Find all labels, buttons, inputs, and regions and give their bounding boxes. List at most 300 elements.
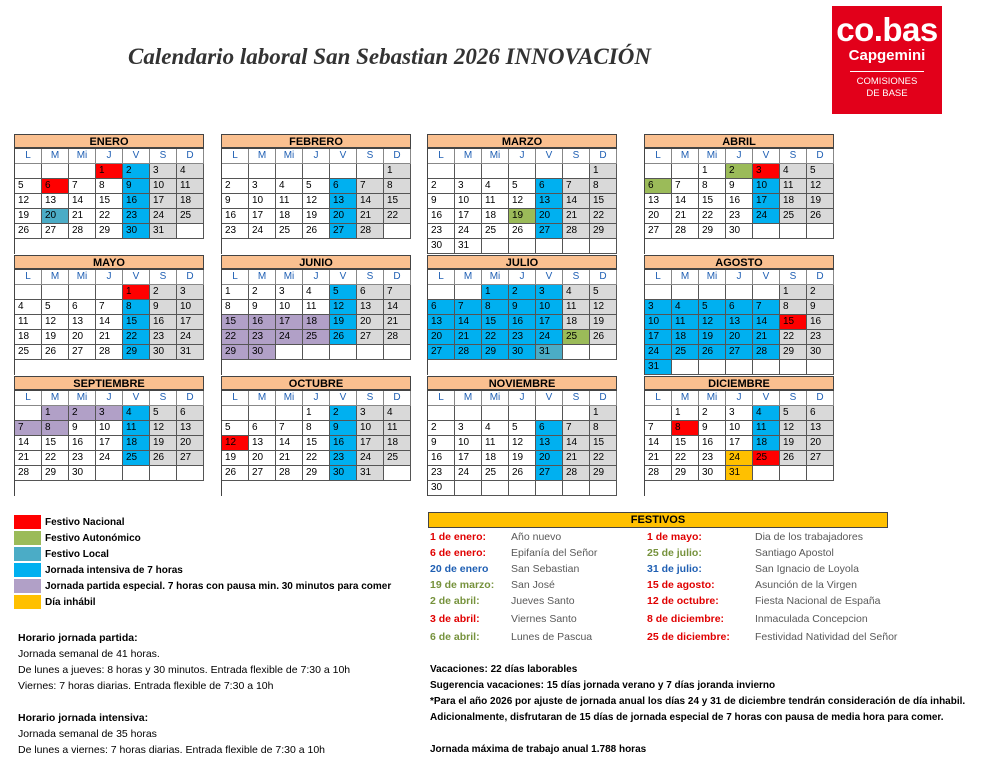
empty-cell xyxy=(672,164,699,179)
empty-cell xyxy=(42,481,69,496)
day-cell: 12 xyxy=(699,315,726,330)
day-cell: 26 xyxy=(330,330,357,345)
day-cell: 22 xyxy=(482,330,509,345)
empty-cell xyxy=(276,360,303,375)
legend-label: Jornada partida especial. 7 horas con pausa min. 30 minutos para comer xyxy=(45,580,392,592)
partida-line: De lunes a jueves: 8 horas y 30 minutos. Entrada flexible de 7:30 a 10h xyxy=(18,664,351,676)
day-cell: 26 xyxy=(699,345,726,360)
day-cell: 23 xyxy=(428,224,455,239)
day-cell: 30 xyxy=(807,345,834,360)
day-cell: 20 xyxy=(69,330,96,345)
empty-cell xyxy=(96,239,123,254)
day-cell: 6 xyxy=(536,421,563,436)
day-cell: 19 xyxy=(15,209,42,224)
month-marzo xyxy=(427,134,617,254)
day-cell: 16 xyxy=(726,194,753,209)
day-cell: 27 xyxy=(357,330,384,345)
empty-cell xyxy=(42,360,69,375)
day-cell: 2 xyxy=(807,285,834,300)
day-cell: 7 xyxy=(672,179,699,194)
day-cell: 31 xyxy=(455,239,482,254)
empty-cell xyxy=(590,360,617,375)
month-title: AGOSTO xyxy=(644,255,834,269)
day-cell: 20 xyxy=(42,209,69,224)
weekday-header: S xyxy=(357,149,384,164)
empty-cell xyxy=(482,481,509,496)
empty-cell xyxy=(150,360,177,375)
month-days xyxy=(221,390,411,496)
day-cell: 13 xyxy=(428,315,455,330)
empty-cell xyxy=(645,239,672,254)
day-cell: 27 xyxy=(807,451,834,466)
weekday-header: S xyxy=(563,149,590,164)
day-cell: 2 xyxy=(222,179,249,194)
day-cell: 7 xyxy=(357,179,384,194)
legend-swatch xyxy=(14,515,41,529)
day-cell: 5 xyxy=(590,285,617,300)
empty-cell xyxy=(509,360,536,375)
empty-cell xyxy=(222,164,249,179)
day-cell: 12 xyxy=(780,421,807,436)
empty-cell xyxy=(753,224,780,239)
empty-cell xyxy=(69,481,96,496)
weekday-header: Mi xyxy=(482,391,509,406)
day-cell: 5 xyxy=(509,421,536,436)
note-line: *Para el año 2026 por ajuste de jornada anual los días 24 y 31 de diciembre tendrán consideración de día inhabil. xyxy=(430,696,966,707)
empty-cell xyxy=(15,360,42,375)
day-cell: 1 xyxy=(780,285,807,300)
weekday-header: M xyxy=(249,149,276,164)
day-cell: 25 xyxy=(482,466,509,481)
logo-line1: co.bas xyxy=(836,11,938,48)
day-cell: 28 xyxy=(672,224,699,239)
weekday-header: J xyxy=(303,391,330,406)
weekday-header: J xyxy=(303,149,330,164)
vacaciones-notes xyxy=(430,662,965,726)
day-cell: 11 xyxy=(177,179,204,194)
empty-cell xyxy=(123,360,150,375)
day-cell: 19 xyxy=(699,330,726,345)
empty-cell xyxy=(15,164,42,179)
day-cell: 21 xyxy=(455,330,482,345)
day-cell: 13 xyxy=(177,421,204,436)
day-cell: 13 xyxy=(357,300,384,315)
day-cell: 29 xyxy=(222,345,249,360)
day-cell: 20 xyxy=(536,209,563,224)
day-cell: 8 xyxy=(590,179,617,194)
day-cell: 18 xyxy=(563,315,590,330)
day-cell: 17 xyxy=(357,436,384,451)
weekday-header: L xyxy=(222,149,249,164)
day-cell: 10 xyxy=(536,300,563,315)
weekday-header: M xyxy=(42,270,69,285)
month-title: NOVIEMBRE xyxy=(427,376,617,390)
weekday-header: Mi xyxy=(276,149,303,164)
month-days xyxy=(644,269,834,375)
day-cell: 23 xyxy=(69,451,96,466)
day-cell: 9 xyxy=(807,300,834,315)
weekday-header: D xyxy=(384,149,411,164)
weekday-header: D xyxy=(384,391,411,406)
festivo-name: Epifanía del Señor xyxy=(511,547,598,559)
day-cell: 20 xyxy=(645,209,672,224)
day-cell: 19 xyxy=(509,451,536,466)
festivo-name: Dia de los trabajadores xyxy=(755,531,863,543)
day-cell: 5 xyxy=(303,179,330,194)
month-title: SEPTIEMBRE xyxy=(14,376,204,390)
festivo-date: 1 de mayo: xyxy=(647,531,702,543)
day-cell: 11 xyxy=(482,194,509,209)
day-cell: 21 xyxy=(96,330,123,345)
day-cell: 27 xyxy=(536,466,563,481)
day-cell: 11 xyxy=(303,300,330,315)
day-cell: 2 xyxy=(123,164,150,179)
empty-cell xyxy=(753,239,780,254)
day-cell: 25 xyxy=(177,209,204,224)
month-julio xyxy=(427,255,617,375)
weekday-header: L xyxy=(645,270,672,285)
day-cell: 31 xyxy=(726,466,753,481)
empty-cell xyxy=(563,406,590,421)
legend-item xyxy=(14,530,391,546)
day-cell: 9 xyxy=(222,194,249,209)
day-cell: 10 xyxy=(96,421,123,436)
day-cell: 21 xyxy=(384,315,411,330)
empty-cell xyxy=(509,164,536,179)
weekday-header: Mi xyxy=(276,270,303,285)
day-cell: 16 xyxy=(69,436,96,451)
legend-label: Jornada intensiva de 7 horas xyxy=(45,564,183,576)
day-cell: 18 xyxy=(177,194,204,209)
day-cell: 7 xyxy=(753,300,780,315)
day-cell: 30 xyxy=(150,345,177,360)
empty-cell xyxy=(303,481,330,496)
day-cell: 7 xyxy=(15,421,42,436)
empty-cell xyxy=(563,360,590,375)
day-cell: 15 xyxy=(590,194,617,209)
festivo-name: Santiago Apostol xyxy=(755,547,834,559)
empty-cell xyxy=(303,164,330,179)
empty-cell xyxy=(536,406,563,421)
day-cell: 20 xyxy=(428,330,455,345)
empty-cell xyxy=(536,239,563,254)
day-cell: 30 xyxy=(726,224,753,239)
day-cell: 30 xyxy=(699,466,726,481)
day-cell: 19 xyxy=(42,330,69,345)
day-cell: 28 xyxy=(384,330,411,345)
empty-cell xyxy=(780,466,807,481)
legend-item xyxy=(14,514,391,530)
empty-cell xyxy=(780,481,807,496)
day-cell: 16 xyxy=(699,436,726,451)
day-cell: 7 xyxy=(455,300,482,315)
day-cell: 9 xyxy=(330,421,357,436)
day-cell: 3 xyxy=(150,164,177,179)
day-cell: 30 xyxy=(428,481,455,496)
festivo-name: Festividad Natividad del Señor xyxy=(755,631,898,643)
empty-cell xyxy=(645,481,672,496)
legend-item xyxy=(14,578,391,594)
day-cell: 29 xyxy=(123,345,150,360)
day-cell: 23 xyxy=(726,209,753,224)
day-cell: 21 xyxy=(672,209,699,224)
legend-label: Festivo Nacional xyxy=(45,516,125,528)
day-cell: 19 xyxy=(509,209,536,224)
month-title: MARZO xyxy=(427,134,617,148)
weekday-header: M xyxy=(672,391,699,406)
empty-cell xyxy=(42,164,69,179)
day-cell: 18 xyxy=(672,330,699,345)
empty-cell xyxy=(249,239,276,254)
day-cell: 29 xyxy=(303,466,330,481)
weekday-header: S xyxy=(150,270,177,285)
day-cell: 27 xyxy=(536,224,563,239)
day-cell: 13 xyxy=(536,194,563,209)
day-cell: 25 xyxy=(384,451,411,466)
weekday-header: Mi xyxy=(699,270,726,285)
legend-item xyxy=(14,562,391,578)
weekday-header: V xyxy=(753,149,780,164)
day-cell: 2 xyxy=(150,285,177,300)
day-cell: 2 xyxy=(726,164,753,179)
day-cell: 14 xyxy=(15,436,42,451)
weekday-header: S xyxy=(780,149,807,164)
day-cell: 24 xyxy=(249,224,276,239)
day-cell: 14 xyxy=(96,315,123,330)
day-cell: 25 xyxy=(780,209,807,224)
day-cell: 10 xyxy=(150,179,177,194)
legend xyxy=(14,514,391,610)
day-cell: 7 xyxy=(563,421,590,436)
intensiva-line: Jornada semanal de 35 horas xyxy=(18,728,157,740)
day-cell: 5 xyxy=(150,406,177,421)
weekday-header: L xyxy=(428,270,455,285)
empty-cell xyxy=(222,406,249,421)
day-cell: 8 xyxy=(482,300,509,315)
day-cell: 3 xyxy=(455,421,482,436)
day-cell: 10 xyxy=(177,300,204,315)
day-cell: 7 xyxy=(69,179,96,194)
day-cell: 6 xyxy=(330,179,357,194)
day-cell: 15 xyxy=(384,194,411,209)
festivo-name: Jueves Santo xyxy=(511,595,575,607)
day-cell: 8 xyxy=(96,179,123,194)
day-cell: 24 xyxy=(96,451,123,466)
day-cell: 8 xyxy=(123,300,150,315)
month-junio xyxy=(221,255,411,375)
empty-cell xyxy=(590,239,617,254)
day-cell: 30 xyxy=(428,239,455,254)
day-cell: 12 xyxy=(590,300,617,315)
day-cell: 6 xyxy=(536,179,563,194)
empty-cell xyxy=(276,481,303,496)
festivo-date: 2 de abril: xyxy=(430,595,480,607)
weekday-header: L xyxy=(428,149,455,164)
day-cell: 29 xyxy=(590,224,617,239)
day-cell: 18 xyxy=(303,315,330,330)
day-cell: 8 xyxy=(780,300,807,315)
day-cell: 10 xyxy=(357,421,384,436)
day-cell: 21 xyxy=(563,209,590,224)
logo-line3: COMISIONES xyxy=(856,76,918,87)
month-title: FEBRERO xyxy=(221,134,411,148)
empty-cell xyxy=(357,360,384,375)
empty-cell xyxy=(150,239,177,254)
weekday-header: Mi xyxy=(69,149,96,164)
empty-cell xyxy=(509,406,536,421)
day-cell: 16 xyxy=(249,315,276,330)
empty-cell xyxy=(753,360,780,375)
weekday-header: V xyxy=(123,391,150,406)
day-cell: 11 xyxy=(15,315,42,330)
day-cell: 15 xyxy=(482,315,509,330)
day-cell: 30 xyxy=(509,345,536,360)
weekday-header: D xyxy=(590,270,617,285)
day-cell: 11 xyxy=(672,315,699,330)
empty-cell xyxy=(672,360,699,375)
empty-cell xyxy=(672,239,699,254)
day-cell: 26 xyxy=(509,224,536,239)
empty-cell xyxy=(482,360,509,375)
empty-cell xyxy=(249,481,276,496)
month-title: ABRIL xyxy=(644,134,834,148)
weekday-header: S xyxy=(780,391,807,406)
day-cell: 25 xyxy=(276,224,303,239)
empty-cell xyxy=(15,481,42,496)
day-cell: 13 xyxy=(536,436,563,451)
day-cell: 24 xyxy=(150,209,177,224)
legend-item xyxy=(14,594,391,610)
day-cell: 8 xyxy=(672,421,699,436)
day-cell: 25 xyxy=(563,330,590,345)
day-cell: 26 xyxy=(303,224,330,239)
day-cell: 5 xyxy=(330,285,357,300)
day-cell: 17 xyxy=(645,330,672,345)
day-cell: 24 xyxy=(357,451,384,466)
day-cell: 24 xyxy=(177,330,204,345)
weekday-header: M xyxy=(455,391,482,406)
horario-intensiva xyxy=(18,710,325,758)
empty-cell xyxy=(563,345,590,360)
day-cell: 16 xyxy=(150,315,177,330)
day-cell: 1 xyxy=(303,406,330,421)
empty-cell xyxy=(249,360,276,375)
empty-cell xyxy=(15,285,42,300)
day-cell: 20 xyxy=(536,451,563,466)
day-cell: 23 xyxy=(222,224,249,239)
logo-line2: Capgemini xyxy=(848,47,926,64)
day-cell: 23 xyxy=(699,451,726,466)
festivo-date: 19 de marzo: xyxy=(430,579,495,591)
weekday-header: Mi xyxy=(482,270,509,285)
day-cell: 22 xyxy=(672,451,699,466)
festivo-date: 6 de abril: xyxy=(430,631,480,643)
day-cell: 4 xyxy=(384,406,411,421)
month-days xyxy=(644,148,834,254)
day-cell: 30 xyxy=(123,224,150,239)
day-cell: 13 xyxy=(807,421,834,436)
empty-cell xyxy=(428,164,455,179)
festivo-name: Inmaculada Concepcion xyxy=(755,613,868,625)
day-cell: 11 xyxy=(123,421,150,436)
day-cell: 10 xyxy=(276,300,303,315)
day-cell: 18 xyxy=(482,209,509,224)
day-cell: 12 xyxy=(42,315,69,330)
empty-cell xyxy=(384,345,411,360)
day-cell: 4 xyxy=(276,179,303,194)
empty-cell xyxy=(303,345,330,360)
intensiva-heading: Horario jornada intensiva: xyxy=(18,712,149,724)
day-cell: 27 xyxy=(249,466,276,481)
empty-cell xyxy=(330,345,357,360)
day-cell: 29 xyxy=(42,466,69,481)
empty-cell xyxy=(590,345,617,360)
day-cell: 14 xyxy=(357,194,384,209)
weekday-header: V xyxy=(536,270,563,285)
empty-cell xyxy=(69,285,96,300)
weekday-header: J xyxy=(96,270,123,285)
day-cell: 3 xyxy=(96,406,123,421)
empty-cell xyxy=(726,239,753,254)
empty-cell xyxy=(780,239,807,254)
day-cell: 2 xyxy=(249,285,276,300)
day-cell: 24 xyxy=(753,209,780,224)
day-cell: 1 xyxy=(482,285,509,300)
empty-cell xyxy=(123,239,150,254)
empty-cell xyxy=(276,164,303,179)
empty-cell xyxy=(42,239,69,254)
weekday-header: V xyxy=(536,149,563,164)
weekday-header: V xyxy=(753,391,780,406)
day-cell: 8 xyxy=(222,300,249,315)
day-cell: 26 xyxy=(590,330,617,345)
empty-cell xyxy=(455,481,482,496)
partida-line: Viernes: 7 horas diarias. Entrada flexible de 7:30 a 10h xyxy=(18,680,274,692)
empty-cell xyxy=(123,466,150,481)
day-cell: 14 xyxy=(563,194,590,209)
weekday-header: S xyxy=(563,270,590,285)
day-cell: 29 xyxy=(590,466,617,481)
empty-cell xyxy=(357,345,384,360)
festivo-date: 15 de agosto: xyxy=(647,579,715,591)
empty-cell xyxy=(645,164,672,179)
day-cell: 7 xyxy=(96,300,123,315)
empty-cell xyxy=(222,481,249,496)
day-cell: 31 xyxy=(150,224,177,239)
day-cell: 9 xyxy=(150,300,177,315)
empty-cell xyxy=(357,481,384,496)
day-cell: 1 xyxy=(699,164,726,179)
page-title: Calendario laboral San Sebastian 2026 INNOVACIÓN xyxy=(128,44,651,69)
empty-cell xyxy=(753,466,780,481)
empty-cell xyxy=(780,224,807,239)
empty-cell xyxy=(699,360,726,375)
day-cell: 6 xyxy=(428,300,455,315)
empty-cell xyxy=(177,466,204,481)
day-cell: 10 xyxy=(726,421,753,436)
weekday-header: J xyxy=(509,391,536,406)
empty-cell xyxy=(69,360,96,375)
weekday-header: M xyxy=(455,270,482,285)
weekday-header: L xyxy=(645,391,672,406)
empty-cell xyxy=(455,285,482,300)
day-cell: 16 xyxy=(330,436,357,451)
empty-cell xyxy=(590,481,617,496)
day-cell: 23 xyxy=(428,466,455,481)
empty-cell xyxy=(276,345,303,360)
note-line: Adicionalmente, disfrutaran de 15 días de jornada especial de 7 horas con pausa de media hora para comer. xyxy=(430,712,944,723)
day-cell: 5 xyxy=(509,179,536,194)
